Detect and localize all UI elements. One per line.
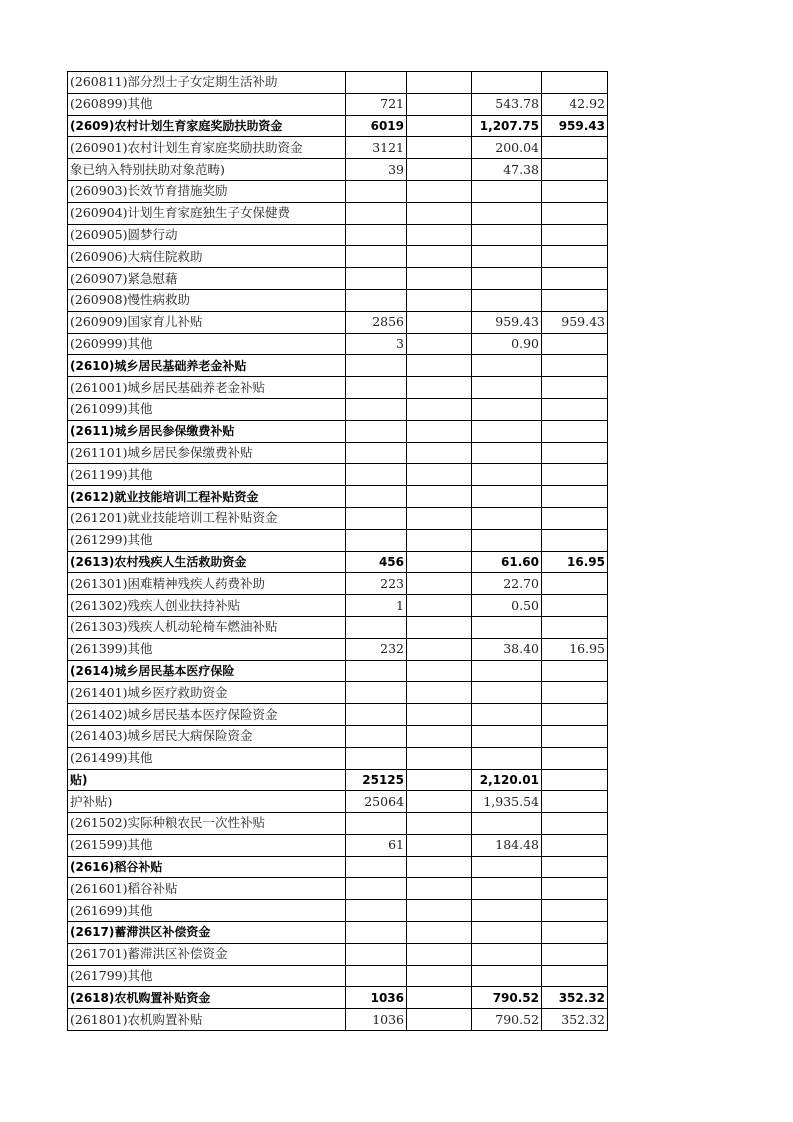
amount-b-cell [542,791,608,813]
blank-cell [407,333,472,355]
blank-cell [407,813,472,835]
blank-cell [407,180,472,202]
table-row [68,420,608,442]
count-cell [346,660,407,682]
amount-b-cell: 352.32 [542,1009,608,1031]
blank-cell [407,72,472,94]
blank-cell [407,616,472,638]
amount-b-cell [542,682,608,704]
amount-b-cell [542,922,608,944]
amount-cell [472,268,542,290]
amount-cell [472,246,542,268]
amount-cell [472,180,542,202]
amount-b-cell [542,529,608,551]
amount-cell [472,943,542,965]
amount-b-cell [542,965,608,987]
amount-cell [472,856,542,878]
amount-b-cell [542,769,608,791]
amount-cell: 22.70 [472,573,542,595]
table-row [68,638,608,660]
blank-cell [407,551,472,573]
count-cell [346,922,407,944]
blank-cell [407,529,472,551]
table-row [68,289,608,311]
amount-cell [472,289,542,311]
table-row [68,115,608,137]
table-row [68,246,608,268]
item-name-cell: (260908)慢性病救助 [68,289,346,311]
amount-cell: 2,120.01 [472,769,542,791]
count-cell [346,878,407,900]
table-row [68,224,608,246]
item-name-cell: (261799)其他 [68,965,346,987]
blank-cell [407,464,472,486]
amount-b-cell [542,834,608,856]
amount-cell: 47.38 [472,159,542,181]
amount-b-cell [542,725,608,747]
count-cell: 1 [346,595,407,617]
amount-b-cell [542,420,608,442]
table-row [68,704,608,726]
item-name-cell: (260909)国家育儿补贴 [68,311,346,333]
table-row [68,813,608,835]
blank-cell [407,442,472,464]
blank-cell [407,486,472,508]
amount-b-cell: 959.43 [542,115,608,137]
table-row [68,486,608,508]
item-name-cell: (261302)残疾人创业扶持补贴 [68,595,346,617]
blank-cell [407,834,472,856]
amount-b-cell: 959.43 [542,311,608,333]
table-row [68,72,608,94]
amount-b-cell [542,442,608,464]
amount-cell [472,900,542,922]
count-cell [346,965,407,987]
amount-cell: 790.52 [472,1009,542,1031]
amount-b-cell [542,377,608,399]
amount-b-cell [542,813,608,835]
table-row [68,987,608,1009]
count-cell: 3121 [346,137,407,159]
blank-cell [407,420,472,442]
item-name-cell: (260899)其他 [68,93,346,115]
blank-cell [407,725,472,747]
count-cell [346,72,407,94]
blank-cell [407,355,472,377]
amount-cell [472,72,542,94]
item-name-cell: (261303)残疾人机动轮椅车燃油补贴 [68,616,346,638]
table-row [68,900,608,922]
amount-b-cell [542,355,608,377]
item-name-cell: (261403)城乡居民大病保险资金 [68,725,346,747]
table-row [68,529,608,551]
blank-cell [407,377,472,399]
table-row [68,311,608,333]
amount-b-cell [542,856,608,878]
count-cell [346,180,407,202]
amount-cell [472,464,542,486]
blank-cell [407,704,472,726]
amount-cell [472,660,542,682]
blank-cell [407,878,472,900]
item-name-cell: (261101)城乡居民参保缴费补贴 [68,442,346,464]
count-cell [346,355,407,377]
count-cell [346,725,407,747]
amount-b-cell [542,507,608,529]
item-name-cell: (2614)城乡居民基本医疗保险 [68,660,346,682]
count-cell: 232 [346,638,407,660]
count-cell [346,224,407,246]
blank-cell [407,660,472,682]
blank-cell [407,922,472,944]
amount-cell [472,377,542,399]
item-name-cell: (261402)城乡居民基本医疗保险资金 [68,704,346,726]
count-cell: 721 [346,93,407,115]
amount-b-cell [542,747,608,769]
blank-cell [407,791,472,813]
table-row [68,682,608,704]
amount-b-cell [542,246,608,268]
amount-cell [472,725,542,747]
amount-b-cell: 16.95 [542,638,608,660]
blank-cell [407,289,472,311]
item-name-cell: (261199)其他 [68,464,346,486]
amount-b-cell [542,333,608,355]
count-cell: 39 [346,159,407,181]
item-name-cell: (261401)城乡医疗救助资金 [68,682,346,704]
table-row [68,660,608,682]
table-row [68,725,608,747]
item-name-cell: (261499)其他 [68,747,346,769]
item-name-cell: (261001)城乡居民基础养老金补贴 [68,377,346,399]
amount-cell: 1,935.54 [472,791,542,813]
item-name-cell: (261601)稻谷补贴 [68,878,346,900]
count-cell [346,616,407,638]
table-row [68,943,608,965]
item-name-cell: (2616)稻谷补贴 [68,856,346,878]
amount-cell [472,442,542,464]
count-cell: 25064 [346,791,407,813]
count-cell [346,398,407,420]
blank-cell [407,638,472,660]
table-row [68,137,608,159]
table-row [68,464,608,486]
item-name-cell: (261502)实际种粮农民一次性补贴 [68,813,346,835]
table-row [68,595,608,617]
table-row [68,551,608,573]
item-name-cell: (261399)其他 [68,638,346,660]
blank-cell [407,943,472,965]
blank-cell [407,115,472,137]
amount-cell [472,507,542,529]
table-row [68,616,608,638]
amount-cell: 38.40 [472,638,542,660]
amount-b-cell [542,878,608,900]
amount-cell [472,486,542,508]
amount-cell [472,878,542,900]
count-cell [346,529,407,551]
item-name-cell: (2618)农机购置补贴资金 [68,987,346,1009]
amount-cell: 959.43 [472,311,542,333]
amount-b-cell [542,660,608,682]
amount-b-cell [542,72,608,94]
item-name-cell: (2617)蓄滞洪区补偿资金 [68,922,346,944]
table-row [68,769,608,791]
item-name-cell: (260907)紧急慰藉 [68,268,346,290]
count-cell [346,289,407,311]
amount-cell [472,616,542,638]
count-cell [346,246,407,268]
item-name-cell: 贴) [68,769,346,791]
item-name-cell: (261301)困难精神残疾人药费补助 [68,573,346,595]
table-row [68,333,608,355]
table-row [68,747,608,769]
count-cell: 1036 [346,1009,407,1031]
amount-cell [472,747,542,769]
blank-cell [407,595,472,617]
item-name-cell: (2613)农村残疾人生活救助资金 [68,551,346,573]
amount-cell: 0.90 [472,333,542,355]
count-cell [346,268,407,290]
table-row [68,965,608,987]
blank-cell [407,1009,472,1031]
amount-cell [472,420,542,442]
item-name-cell: (261699)其他 [68,900,346,922]
subsidy-table [67,71,608,1031]
amount-b-cell: 16.95 [542,551,608,573]
count-cell [346,813,407,835]
blank-cell [407,573,472,595]
count-cell: 456 [346,551,407,573]
item-name-cell: (261701)蓄滞洪区补偿资金 [68,943,346,965]
count-cell: 2856 [346,311,407,333]
table-row [68,202,608,224]
blank-cell [407,856,472,878]
blank-cell [407,137,472,159]
amount-cell [472,202,542,224]
count-cell [346,442,407,464]
item-name-cell: (261299)其他 [68,529,346,551]
count-cell [346,704,407,726]
amount-b-cell [542,159,608,181]
count-cell [346,464,407,486]
amount-cell: 0.50 [472,595,542,617]
amount-b-cell [542,573,608,595]
count-cell [346,507,407,529]
table-row [68,180,608,202]
item-name-cell: (2609)农村计划生育家庭奖励扶助资金 [68,115,346,137]
table-row [68,507,608,529]
amount-b-cell [542,289,608,311]
table-row [68,878,608,900]
table-row [68,791,608,813]
amount-cell [472,355,542,377]
item-name-cell: (2610)城乡居民基础养老金补贴 [68,355,346,377]
count-cell [346,943,407,965]
item-name-cell: (260905)圆梦行动 [68,224,346,246]
count-cell: 1036 [346,987,407,1009]
item-name-cell: (261599)其他 [68,834,346,856]
amount-b-cell [542,202,608,224]
count-cell [346,377,407,399]
count-cell [346,420,407,442]
item-name-cell: (260906)大病住院救助 [68,246,346,268]
amount-b-cell [542,900,608,922]
amount-b-cell [542,486,608,508]
amount-b-cell [542,398,608,420]
blank-cell [407,159,472,181]
count-cell [346,747,407,769]
item-name-cell: (261201)就业技能培训工程补贴资金 [68,507,346,529]
table-row [68,377,608,399]
amount-b-cell [542,616,608,638]
amount-b-cell: 352.32 [542,987,608,1009]
amount-cell [472,398,542,420]
item-name-cell: (260901)农村计划生育家庭奖励扶助资金 [68,137,346,159]
amount-b-cell [542,268,608,290]
table-row [68,268,608,290]
count-cell [346,856,407,878]
count-cell [346,202,407,224]
amount-b-cell: 42.92 [542,93,608,115]
blank-cell [407,769,472,791]
amount-b-cell [542,943,608,965]
count-cell: 6019 [346,115,407,137]
amount-cell: 790.52 [472,987,542,1009]
blank-cell [407,93,472,115]
amount-cell [472,529,542,551]
item-name-cell: 护补贴) [68,791,346,813]
blank-cell [407,398,472,420]
table-row [68,442,608,464]
count-cell: 61 [346,834,407,856]
item-name-cell: (260904)计划生育家庭独生子女保健费 [68,202,346,224]
count-cell: 25125 [346,769,407,791]
table-row [68,834,608,856]
amount-cell [472,682,542,704]
amount-cell: 184.48 [472,834,542,856]
amount-cell [472,813,542,835]
blank-cell [407,224,472,246]
amount-b-cell [542,180,608,202]
count-cell [346,486,407,508]
amount-cell [472,965,542,987]
amount-b-cell [542,595,608,617]
blank-cell [407,965,472,987]
table-row [68,355,608,377]
blank-cell [407,202,472,224]
subsidy-table-body [68,72,608,1031]
blank-cell [407,987,472,1009]
table-row [68,856,608,878]
item-name-cell: (260999)其他 [68,333,346,355]
table-row [68,922,608,944]
blank-cell [407,507,472,529]
amount-cell [472,224,542,246]
blank-cell [407,311,472,333]
table-row [68,398,608,420]
amount-b-cell [542,224,608,246]
amount-b-cell [542,137,608,159]
table-row [68,159,608,181]
item-name-cell: (260811)部分烈士子女定期生活补助 [68,72,346,94]
count-cell [346,682,407,704]
amount-cell: 1,207.75 [472,115,542,137]
table-row [68,573,608,595]
table-row [68,93,608,115]
amount-cell [472,922,542,944]
item-name-cell: (260903)长效节育措施奖励 [68,180,346,202]
amount-cell: 61.60 [472,551,542,573]
blank-cell [407,747,472,769]
amount-cell: 543.78 [472,93,542,115]
count-cell: 3 [346,333,407,355]
item-name-cell: (2612)就业技能培训工程补贴资金 [68,486,346,508]
item-name-cell: (2611)城乡居民参保缴费补贴 [68,420,346,442]
blank-cell [407,246,472,268]
amount-b-cell [542,704,608,726]
blank-cell [407,682,472,704]
item-name-cell: 象已纳入特别扶助对象范畴) [68,159,346,181]
item-name-cell: (261801)农机购置补贴 [68,1009,346,1031]
item-name-cell: (261099)其他 [68,398,346,420]
count-cell: 223 [346,573,407,595]
table-row [68,1009,608,1031]
count-cell [346,900,407,922]
amount-cell [472,704,542,726]
blank-cell [407,268,472,290]
blank-cell [407,900,472,922]
amount-cell: 200.04 [472,137,542,159]
amount-b-cell [542,464,608,486]
